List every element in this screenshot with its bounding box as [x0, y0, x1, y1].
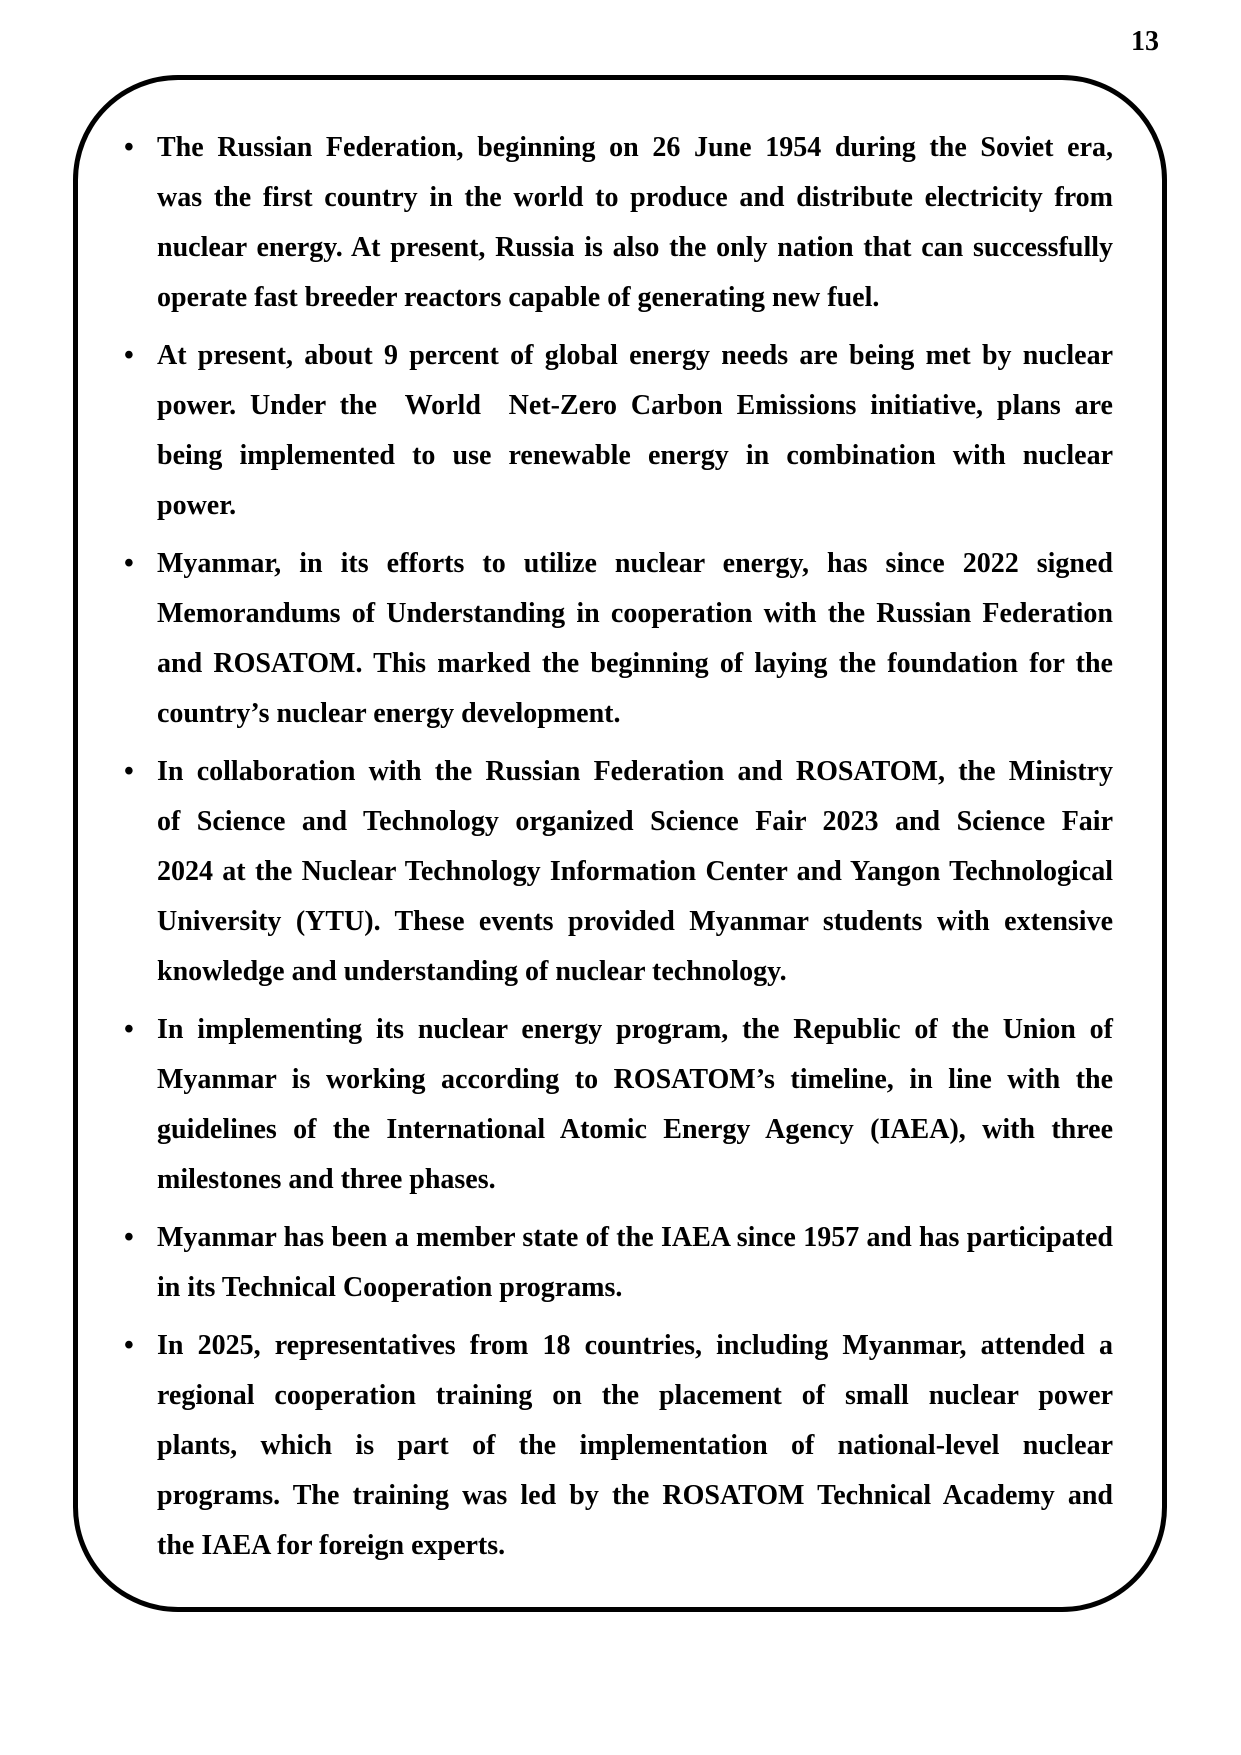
- bullet-marker: •: [124, 1222, 134, 1253]
- text-line: Myanmar is working according to ROSATOM’s timeline, in line with the: [157, 1064, 1113, 1095]
- bullet-item: [124, 1005, 1113, 1205]
- text-line: being implemented to use renewable energy in combination with nuclear: [157, 440, 1113, 471]
- bullet-marker: •: [124, 132, 134, 163]
- text-line: knowledge and understanding of nuclear technology.: [157, 956, 787, 987]
- bullet-item: [124, 1321, 1113, 1571]
- bullet-marker: •: [124, 1014, 134, 1045]
- text-line: In 2025, representatives from 18 countries, including Myanmar, attended a: [157, 1330, 1113, 1361]
- text-line: country’s nuclear energy development.: [157, 698, 621, 729]
- text-line: power. Under the World Net-Zero Carbon Emissions initiative, plans are: [157, 390, 1113, 421]
- text-line: nuclear energy. At present, Russia is also the only nation that can successfully: [157, 232, 1113, 263]
- text-line: guidelines of the International Atomic Energy Agency (IAEA), with three: [157, 1114, 1113, 1145]
- text-line: regional cooperation training on the placement of small nuclear power: [157, 1380, 1113, 1411]
- bullet-list: [124, 123, 1113, 1579]
- text-line: milestones and three phases.: [157, 1164, 496, 1195]
- bullet-item: [124, 123, 1113, 323]
- text-line: University (YTU). These events provided Myanmar students with extensive: [157, 906, 1113, 937]
- bullet-item: [124, 331, 1113, 531]
- text-line: 2024 at the Nuclear Technology Information Center and Yangon Technological: [157, 856, 1113, 887]
- bullet-marker: •: [124, 756, 134, 787]
- text-line: In implementing its nuclear energy program, the Republic of the Union of: [157, 1014, 1113, 1045]
- text-line: Myanmar, in its efforts to utilize nuclear energy, has since 2022 signed: [157, 548, 1113, 579]
- bullet-marker: •: [124, 340, 134, 371]
- text-line: in its Technical Cooperation programs.: [157, 1272, 623, 1303]
- page-number: 13: [1131, 26, 1159, 57]
- text-line: and ROSATOM. This marked the beginning of laying the foundation for the: [157, 648, 1113, 679]
- text-line: operate fast breeder reactors capable of generating new fuel.: [157, 282, 880, 313]
- text-line: Memorandums of Understanding in cooperation with the Russian Federation: [157, 598, 1113, 629]
- text-line: power.: [157, 490, 237, 521]
- text-line: the IAEA for foreign experts.: [157, 1530, 506, 1561]
- bullet-item: [124, 1213, 1113, 1313]
- bullet-item: [124, 539, 1113, 739]
- text-line: of Science and Technology organized Science Fair 2023 and Science Fair: [157, 806, 1113, 837]
- text-line: Myanmar has been a member state of the IAEA since 1957 and has participated: [157, 1222, 1113, 1253]
- bullet-marker: •: [124, 548, 134, 579]
- text-line: plants, which is part of the implementation of national-level nuclear: [157, 1430, 1113, 1461]
- text-line: The Russian Federation, beginning on 26 June 1954 during the Soviet era,: [157, 132, 1113, 163]
- text-line: programs. The training was led by the ROSATOM Technical Academy and: [157, 1480, 1113, 1511]
- text-line: At present, about 9 percent of global energy needs are being met by nuclear: [157, 340, 1113, 371]
- bullet-marker: •: [124, 1330, 134, 1361]
- text-line: In collaboration with the Russian Federation and ROSATOM, the Ministry: [157, 756, 1113, 787]
- bullet-item: [124, 747, 1113, 997]
- text-line: was the first country in the world to produce and distribute electricity from: [157, 182, 1113, 213]
